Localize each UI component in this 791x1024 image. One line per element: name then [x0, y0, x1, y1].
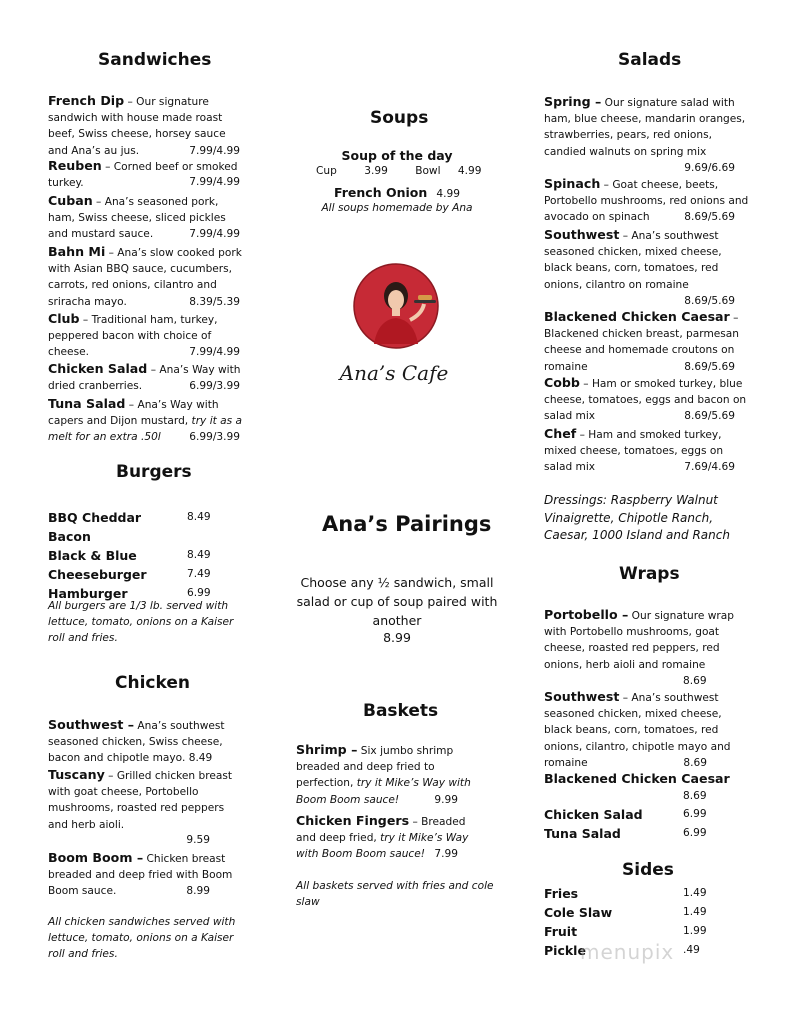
side-item: Cole Slaw 1.49	[544, 905, 707, 920]
wrap-item: Blackened Chicken Caesar 8.69	[544, 771, 730, 803]
soups-note: All soups homemade by Ana	[321, 202, 473, 214]
burger-list	[48, 508, 246, 603]
wrap-item: Tuna Salad 6.99	[544, 826, 707, 841]
sandwich-price: 7.99/4.99	[189, 176, 240, 188]
watermark: menupix	[580, 940, 675, 964]
sandwich-item: Cuban – Ana’s seasoned pork, ham, Swiss cheese, sliced pickles and mustard sauce. 7.99/4.99	[48, 193, 240, 241]
salad-item: Chef – Ham and smoked turkey, mixed cheese, tomatoes, eggs on salad mix 7.69/4.69	[544, 426, 735, 474]
wrap-item: Portobello – Our signature wrap with Portobello mushrooms, goat cheese, roasted red peppers, red onions, herb aioli and romaine 8.69	[544, 607, 734, 687]
dressings-note: Dressings: Raspberry Walnut Vinaigrette, Chipotle Ranch, Caesar, 1000 Island and Ranch	[544, 493, 730, 542]
burger-item: Cheeseburger 7.49	[48, 567, 211, 582]
chicken-price: 9.59	[186, 834, 210, 846]
wraps-heading: Wraps	[619, 564, 680, 584]
sandwiches-heading: Sandwiches	[98, 50, 212, 70]
chicken-item: Boom Boom – Chicken breast breaded and deep fried with Boom Boom sauce. 8.99	[48, 850, 233, 898]
sandwich-item: Tuna Salad – Ana’s Way with capers and Dijon mustard, try it as a melt for an extra .50l 6.99/3.99	[48, 396, 243, 444]
pairings-description: Choose any ½ sandwich, small salad or cup of soup paired with another	[296, 575, 498, 628]
salad-item: Blackened Chicken Caesar – Blackened chicken breast, parmesan cheese and homemade croutons on romaine 8.69/5.69	[544, 309, 740, 373]
burgers-note: All burgers are 1/3 lb. served with lettuce, tomato, onions on a Kaiser roll and fries.	[48, 600, 234, 644]
sandwich-item: Chicken Salad – Ana’s Way with dried cranberries. 6.99/3.99	[48, 361, 241, 393]
anas-cafe-logo	[330, 262, 460, 392]
basket-item: Chicken Fingers – Breaded and deep fried, try it Mike’s Way with Boom Boom sauce! 7.99	[296, 813, 469, 861]
sandwich-item: Bahn Mi – Ana’s slow cooked pork with Asian BBQ sauce, cucumbers, carrots, red onions, cilantro and sriracha mayo. 8.39/5.39	[48, 244, 242, 308]
burgers-heading: Burgers	[116, 462, 192, 482]
chicken-item: Tuscany – Grilled chicken breast with goat cheese, Portobello mushrooms, roasted red peppers and herb aioli.	[48, 767, 233, 831]
chicken-heading: Chicken	[115, 673, 190, 693]
salads-heading: Salads	[618, 50, 682, 70]
wrap-simple-list	[544, 805, 749, 843]
soup-of-day: Soup of the day	[341, 148, 453, 163]
baskets-heading: Baskets	[363, 701, 439, 721]
basket-item: Shrimp – Six jumbo shrimp breaded and deep fried to perfection, try it Mike’s Way with Boom Boom sauce! 9.99	[296, 742, 471, 806]
soup-cup-bowl: Cup 3.99 Bowl 4.99	[316, 165, 482, 177]
baskets-note: All baskets served with fries and cole slaw	[296, 880, 494, 908]
french-onion: French Onion 4.99	[334, 185, 460, 200]
pairings-price: 8.99	[383, 630, 411, 645]
logo-text: Ana’s Cafe	[339, 361, 449, 385]
side-item: Fruit 1.99	[544, 924, 707, 939]
salad-item: Cobb – Ham or smoked turkey, blue cheese, tomatoes, eggs and bacon on salad mix 8.69/5.69	[544, 375, 747, 423]
wrap-item: Southwest – Ana’s southwest seasoned chicken, mixed cheese, black beans, corn, tomatoes, red onions, cilantro, chipotle mayo and romaine 8.69	[544, 689, 731, 769]
pairings-heading: Ana’s Pairings	[322, 512, 492, 536]
side-item: Fries 1.49	[544, 886, 707, 901]
burger-item: Black & Blue 8.49	[48, 548, 211, 563]
salad-item: Spring – Our signature salad with ham, blue cheese, mandarin oranges, strawberries, pears, red onions, candied walnuts on spring mix 9.69/6.69	[544, 94, 746, 174]
salad-item: Southwest – Ana’s southwest seasoned chicken, mixed cheese, black beans, corn, tomatoes, red onions, cilantro on romaine 8.69/5.69	[544, 227, 735, 307]
chicken-item: Southwest – Ana’s southwest seasoned chicken, Swiss cheese, bacon and chipotle mayo. 8.49	[48, 717, 225, 765]
sandwich-item: Club – Traditional ham, turkey, peppered bacon with choice of cheese. 7.99/4.99	[48, 311, 240, 359]
sides-heading: Sides	[622, 860, 674, 880]
side-item: Pickle .49	[544, 943, 700, 958]
chicken-note: All chicken sandwiches served with lettuce, tomato, onions on a Kaiser roll and fries.	[48, 916, 236, 960]
wrap-item: Chicken Salad 6.99	[544, 807, 707, 822]
salad-item: Spinach – Goat cheese, beets, Portobello mushrooms, red onions and avocado on spinach 8.69/5.69	[544, 176, 749, 224]
soups-heading: Soups	[370, 108, 429, 128]
burger-item: Hamburger 6.99	[48, 586, 211, 601]
burger-item: BBQ Cheddar Bacon 8.49	[48, 510, 211, 544]
sandwich-item: Reuben – Corned beef or smoked turkey.	[48, 158, 238, 190]
sandwich-item: French Dip – Our signature sandwich with house made roast beef, Swiss cheese, horsey sauce and Ana’s au jus. 7.99/4.99	[48, 93, 240, 157]
